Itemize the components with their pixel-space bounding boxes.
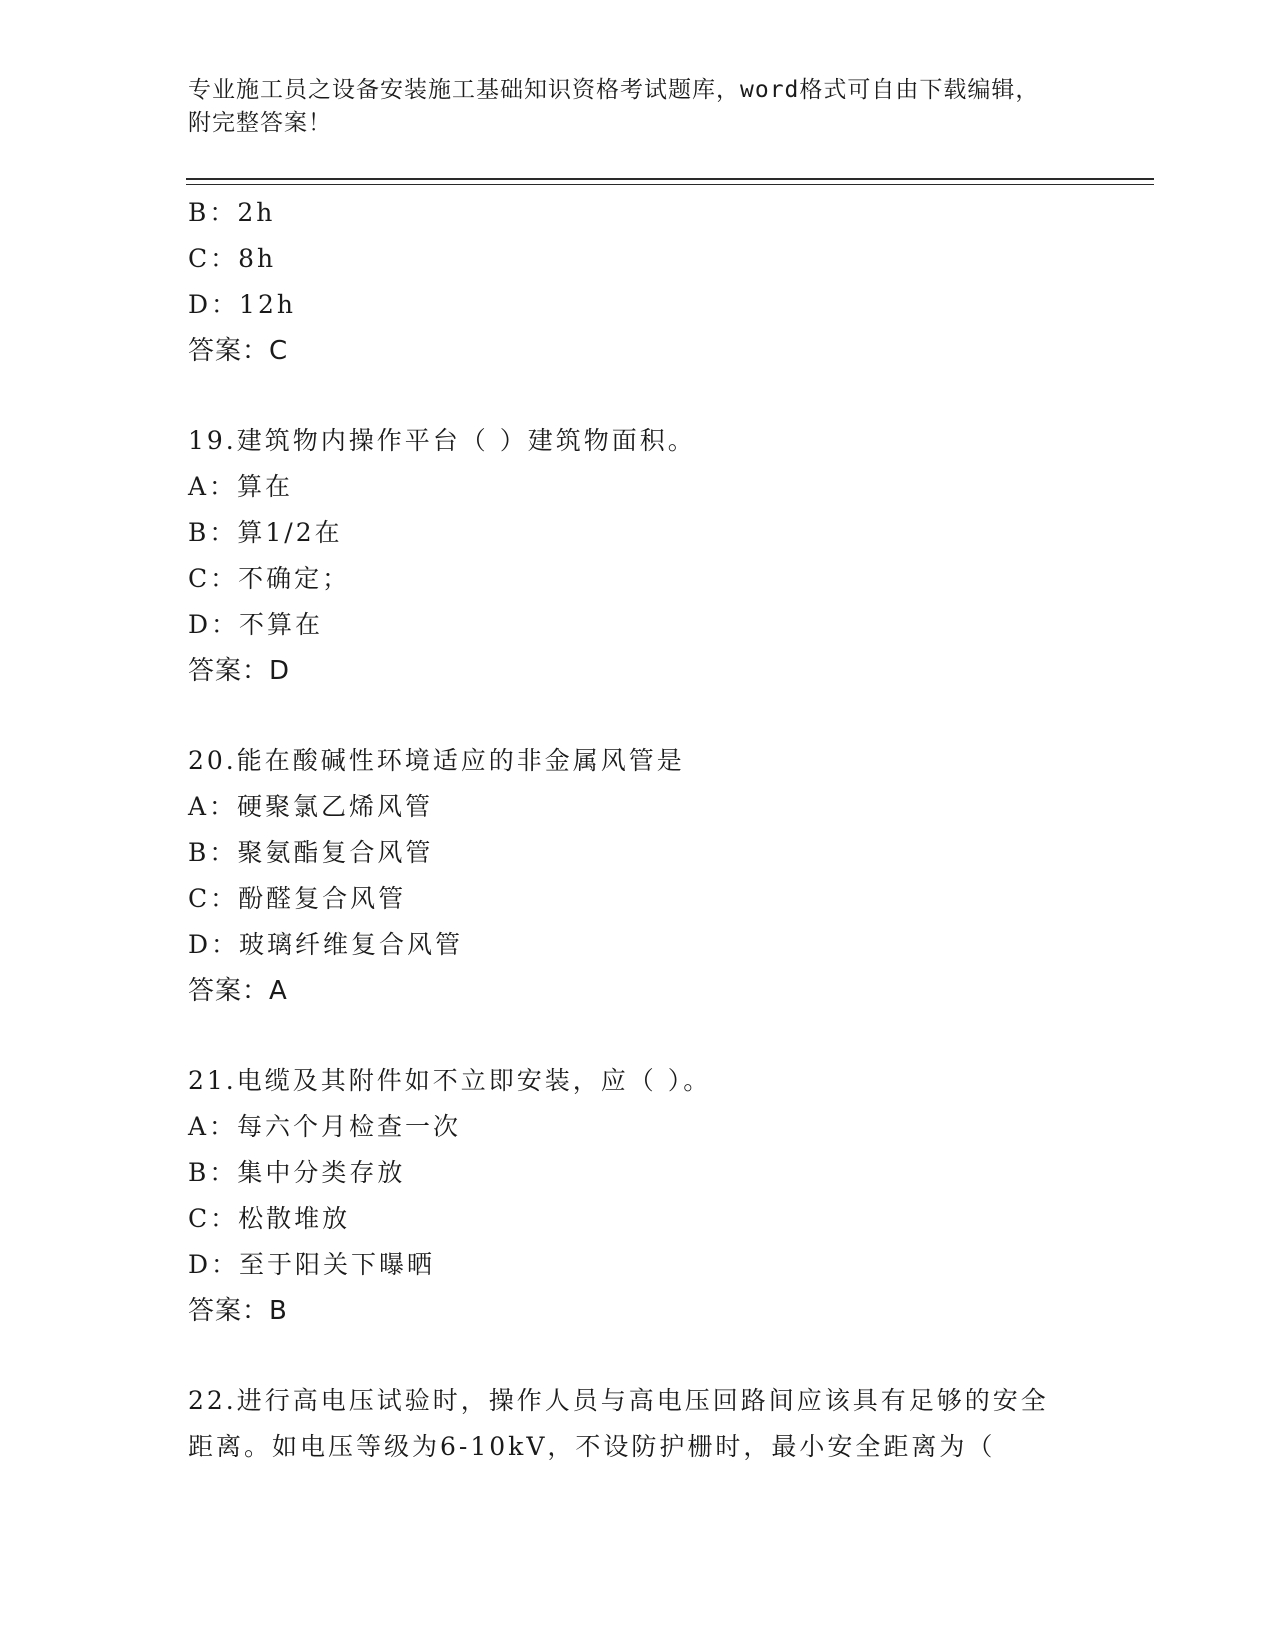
option-d: D：玻璃纤维复合风管 [188, 930, 464, 959]
option-d: D：至于阳关下曝晒 [188, 1250, 436, 1279]
option-b: B：2h [188, 198, 276, 227]
option-c: C：酚醛复合风管 [188, 884, 407, 913]
question-22 [188, 1378, 1088, 1470]
question-18-tail [188, 190, 1088, 374]
option-a: A：每六个月检查一次 [188, 1112, 462, 1141]
option-a: A：算在 [188, 472, 294, 501]
question-text-line2: 距离。如电压等级为6-10kV，不设防护栅时，最小安全距离为（ [188, 1432, 996, 1461]
answer-line: 答案：B [188, 1296, 288, 1326]
question-list [188, 190, 1088, 1470]
header-divider-thick [186, 178, 1154, 180]
header-title-line2: 附完整答案！ [188, 110, 332, 136]
option-b: B：算1/2在 [188, 518, 343, 547]
option-c: C：松散堆放 [188, 1204, 351, 1233]
option-c: C：8h [188, 244, 277, 273]
header-divider-thin [186, 184, 1154, 185]
option-d: D：12h [188, 290, 296, 319]
question-text: 21.电缆及其附件如不立即安装，应（ ）。 [188, 1066, 712, 1095]
option-b: B：集中分类存放 [188, 1158, 406, 1187]
question-20 [188, 738, 1088, 1014]
question-text-line1: 22.进行高电压试验时，操作人员与高电压回路间应该具有足够的安全 [188, 1386, 1049, 1415]
question-text: 19.建筑物内操作平台（ ）建筑物面积。 [188, 426, 696, 455]
option-a: A：硬聚氯乙烯风管 [188, 792, 434, 821]
question-21 [188, 1058, 1088, 1334]
document-header [188, 74, 1088, 140]
question-19 [188, 418, 1088, 694]
question-text: 20.能在酸碱性环境适应的非金属风管是 [188, 746, 685, 775]
option-b: B：聚氨酯复合风管 [188, 838, 434, 867]
answer-line: 答案：A [188, 976, 288, 1006]
answer-line: 答案：C [188, 336, 289, 366]
header-title-line1: 专业施工员之设备安装施工基础知识资格考试题库，word格式可自由下载编辑， [188, 77, 1040, 103]
answer-line: 答案：D [188, 656, 291, 686]
option-d: D：不算在 [188, 610, 324, 639]
option-c: C：不确定； [188, 564, 351, 593]
